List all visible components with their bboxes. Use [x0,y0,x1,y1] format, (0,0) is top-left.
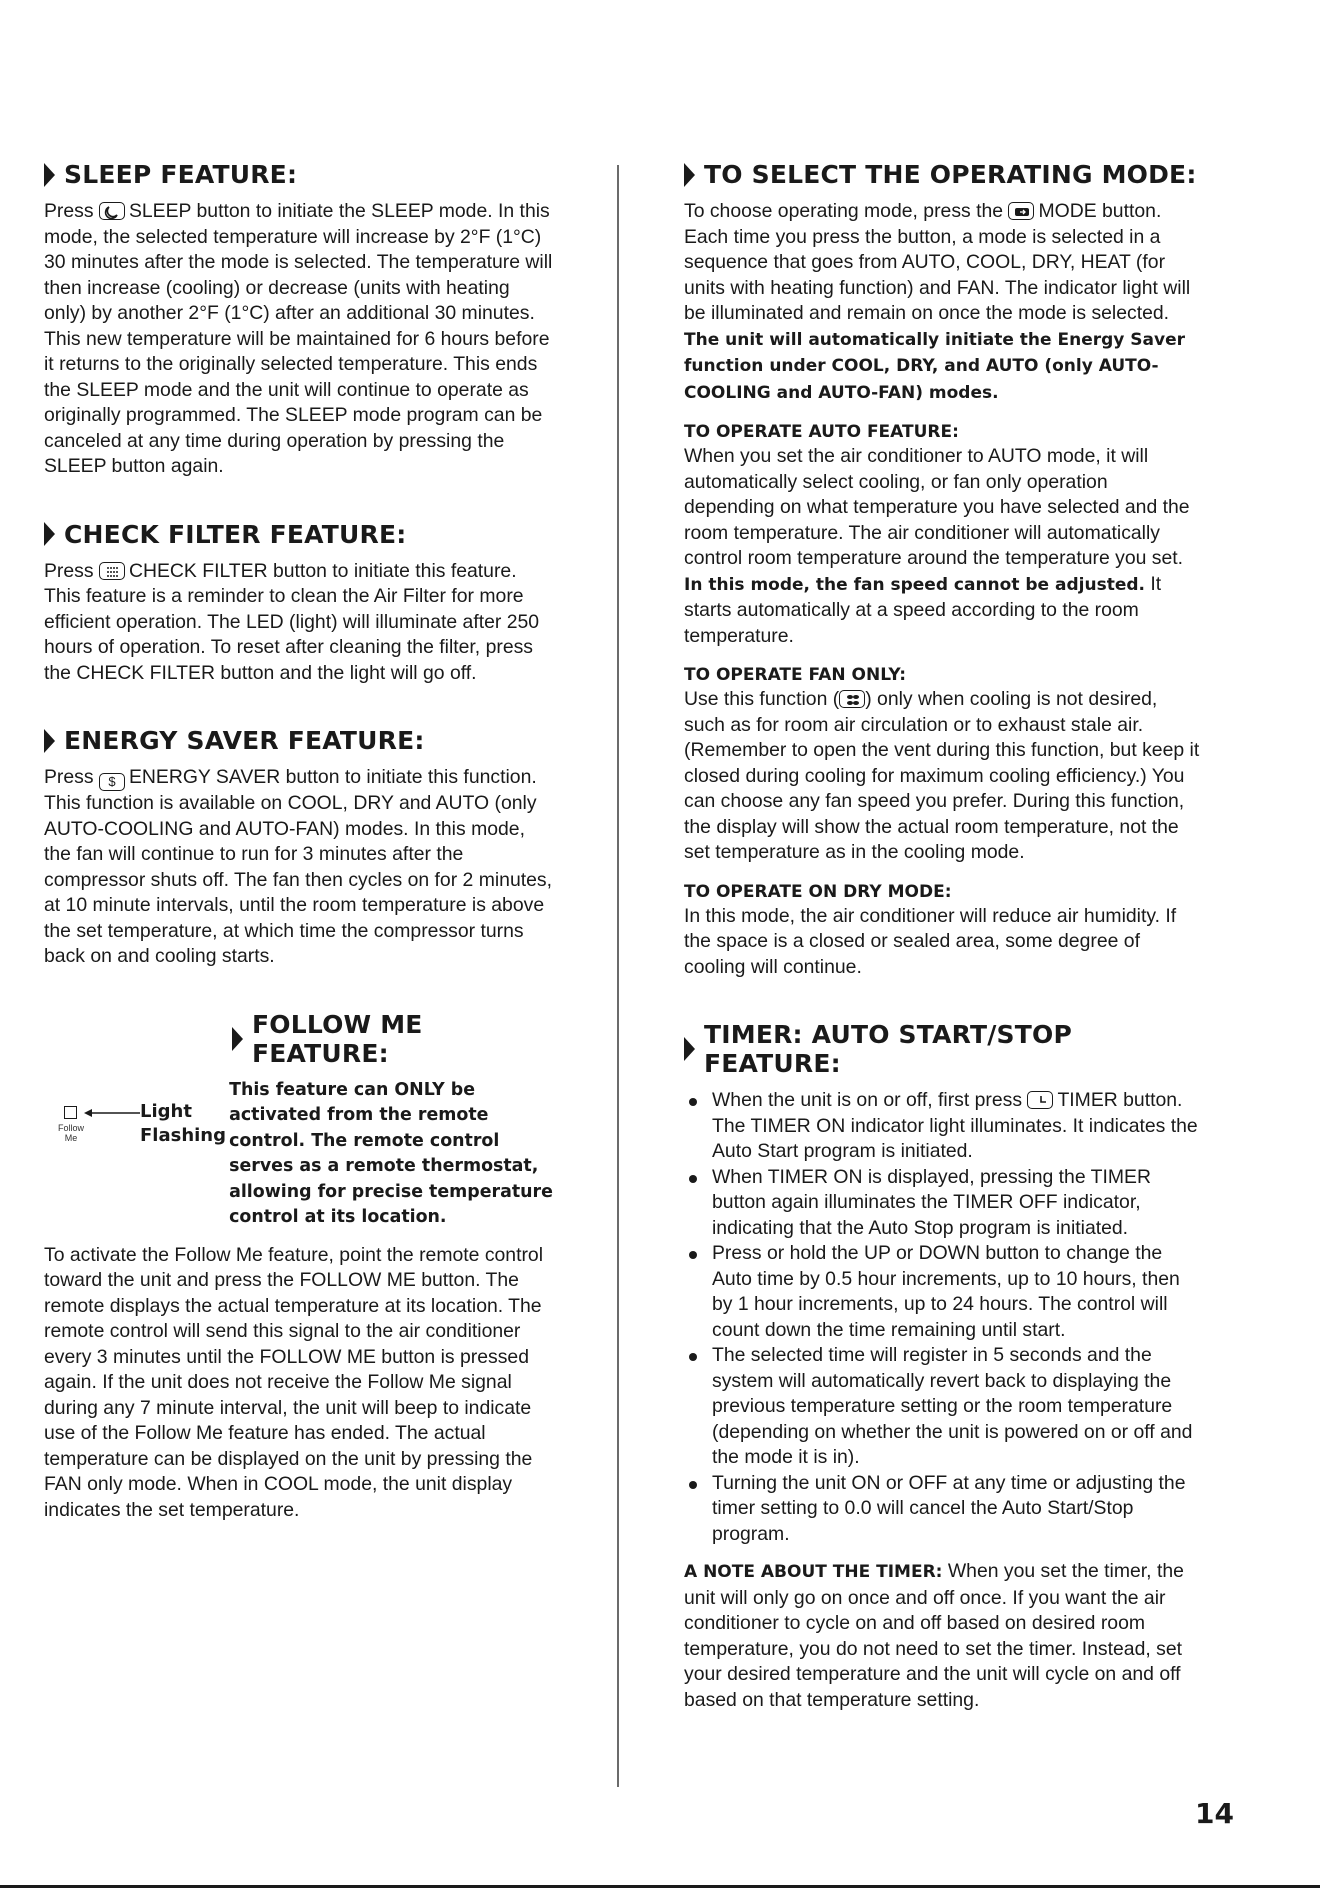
arrow-bullet-icon [684,1037,695,1061]
energy-saver-heading: ENERGY SAVER FEATURE: [44,726,554,755]
list-item: Turning the unit ON or OFF at any time or adjusting the timer setting to 0.0 will cancel the Auto Start/Stop program. [684,1471,1200,1548]
follow-me-description: This feature can ONLY be activated from the remote control. The remote control serves as a remote thermostat, allowing for precise temperature control at its location. [229,1079,553,1227]
timer-bullet-list [684,1088,1200,1547]
timer-clock-icon [1027,1091,1053,1109]
mode-icon [1008,202,1034,220]
auto-feature-heading: TO OPERATE AUTO FEATURE: [684,422,959,442]
fan-icon [839,690,865,708]
operating-mode-section [684,160,1200,406]
dry-mode-heading: TO OPERATE ON DRY MODE: [684,881,952,902]
follow-me-section [44,1010,554,1524]
energy-saver-section [44,726,554,970]
follow-me-text: To activate the Follow Me feature, point the remote control toward the unit and press the FOLLOW ME button. The remote displays the actual temperature at its location. The remote control will send this signal to the air conditioner every 3 minutes until the FOLLOW ME button is pressed again. If the unit does not receive the Follow Me signal during any 7 minute interval, the unit will beep to indicate use of the Follow Me feature has ended. The actual temperature can be displayed on the unit by pressing the FAN only mode. When in COOL mode, the unit display indicates the set temperature. [44,1243,544,1521]
follow-me-row [44,1078,554,1231]
follow-me-caption: Follow Me [57,1122,84,1143]
list-item: Press or hold the UP or DOWN button to change the Auto time by 0.5 hour increments, up to 10 hours, then by 1 hour increments, up to 24 hours. The control will count down the time remaining until start. [684,1241,1200,1343]
fan-only-text: Use this function ( ) only when cooling is not desired, such as for room air circulation or to exhaust stale air. (Remember to open the vent during this function, but keep it closed during cooling for maximum cooling efficiency.) You can choose any fan speed you prefer. During this function, the display will show the actual room temperature, not the set temperature as in the cooling mode. [684,688,1200,863]
sleep-moon-icon [99,202,125,220]
follow-me-heading: FOLLOW ME FEATURE: [232,1010,554,1068]
operating-mode-heading: TO SELECT THE OPERATING MODE: [684,160,1200,189]
footer-rule [0,1885,1320,1888]
timer-heading: TIMER: AUTO START/STOP FEATURE: [684,1020,1200,1078]
list-item: The selected time will register in 5 seconds and the system will automatically revert back to displaying the previous temperature setting or the room temperature (depending on whether the unit is powered on or off and the mode it is in). [684,1343,1200,1471]
dry-mode-text: In this mode, the air conditioner will reduce air humidity. If the space is a closed or sealed area, some degree of cooling will continue. [684,904,1177,978]
follow-me-diagram [44,1078,229,1198]
arrow-bullet-icon [684,163,695,187]
column-divider [617,165,619,1787]
operating-mode-text: To choose operating mode, press the MODE button. Each time you press the button, a mode is selected in a sequence that goes from AUTO, COOL, DRY, HEAT (for units with heating function) and FAN. The indicator light will be illuminated and remain on once the mode is selected. The unit will automatically initiate the Energy Saver function under COOL, DRY, and AUTO (only AUTO-COOLING and AUTO-FAN) modes. [684,200,1191,403]
timer-note: A NOTE ABOUT THE TIMER: When you set the timer, the unit will only go on once and off once. If you want the air conditioner to cycle on and off based on desired room temperature, you do not need to set the timer. Instead, set your desired temperature and the unit will cycle on and off based on that temperature setting. [684,1560,1184,1711]
energy-saver-text: Press $ ENERGY SAVER button to initiate this function. This function is available on COOL, DRY and AUTO (only AUTO-COOLING and AUTO-FAN) modes. In this mode, the fan will continue to run for 3 minutes after the compressor shuts off. The fan then cycles on for 2 minutes, at 10 minute intervals, until the room temperature is above the set temperature, at which time the compressor turns back on and cooling starts. [44,766,553,967]
check-filter-section [44,520,554,687]
arrow-bullet-icon [232,1027,243,1051]
follow-me-light-icon [64,1106,77,1119]
auto-feature-text: When you set the air conditioner to AUTO mode, it will automatically select cooling, or fan only operation depending on what temperature you have selected and the room temperature. The air conditioner will automatically control room temperature around the temperature you set. In this mode, the fan speed cannot be adjusted. It starts automatically at a speed according to the room temperature. [684,445,1190,647]
left-column [44,160,554,1523]
right-column [684,160,1200,1713]
filter-grid-icon [99,562,125,580]
auto-feature-section [684,422,1200,649]
sleep-heading: SLEEP FEATURE: [44,160,554,189]
check-filter-text: Press CHECK FILTER button to initiate this feature. This feature is a reminder to clean the Air Filter for more efficient operation. The LED (light) will illuminate after 250 hours of operation. To reset after cleaning the filter, press the CHECK FILTER button and the light will go off. [44,559,540,684]
timer-section [684,1020,1200,1713]
page-number: 14 [1195,1797,1234,1830]
fan-only-section [684,665,1200,866]
arrow-bullet-icon [44,522,55,546]
sleep-text: Press SLEEP button to initiate the SLEEP mode. In this mode, the selected temperature will increase by 2°F (1°C) 30 minutes after the mode is selected. The temperature will then increase (cooling) or decrease (units with heating only) by another 2°F (1°C) after an additional 30 minutes. This new temperature will be maintained for 6 hours before it returns to the originally selected temperature. This ends the SLEEP mode and the unit will continue to operate as originally programmed. The SLEEP mode program can be canceled at any time during operation by pressing the SLEEP button again. [44,200,553,477]
check-filter-heading: CHECK FILTER FEATURE: [44,520,554,549]
list-item: When the unit is on or off, first press TIMER button. The TIMER ON indicator light illuminates. It indicates the Auto Start program is initiated. [684,1088,1200,1165]
list-item: When TIMER ON is displayed, pressing the TIMER button again illuminates the TIMER OFF indicator, indicating that the Auto Stop program is initiated. [684,1165,1200,1242]
dollar-icon: $ [99,773,125,791]
arrow-bullet-icon [44,729,55,753]
dry-mode-section [684,882,1200,981]
arrow-left-icon [82,1106,142,1120]
sleep-section [44,160,554,480]
arrow-bullet-icon [44,163,55,187]
light-flashing-label: Light Flashing [140,1100,227,1146]
fan-only-heading: TO OPERATE FAN ONLY: [684,665,907,685]
